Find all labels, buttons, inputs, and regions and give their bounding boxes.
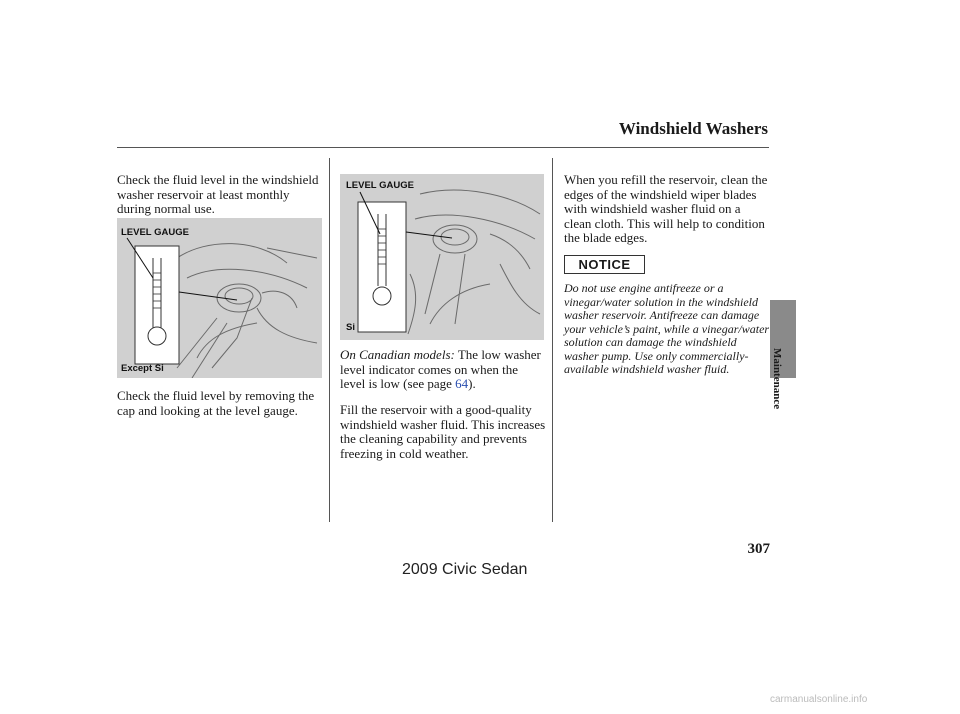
photo-caption-except-si: Except Si — [121, 363, 164, 374]
low-washer-text-end: ). — [468, 376, 476, 391]
watermark: carmanualsonline.info — [770, 694, 868, 705]
page-reference-link[interactable]: 64 — [455, 376, 469, 391]
photo-except-si — [117, 218, 322, 378]
column-divider-2 — [552, 158, 553, 522]
footer-model: 2009 Civic Sedan — [402, 561, 528, 578]
maintenance-label: Maintenance — [771, 348, 783, 410]
page-title: Windshield Washers — [618, 119, 768, 138]
canadian-models-label: On Canadian models: — [340, 347, 455, 362]
photo-label-level-gauge: LEVEL GAUGE — [121, 227, 189, 238]
section-tab-label — [767, 348, 787, 428]
middle-para-1 — [340, 348, 546, 392]
page-number: 307 — [747, 541, 770, 557]
middle-para-2: Fill the reservoir with a good-quality windshield washer fluid. This increases the cleaning capability and prevents freezing in cold weather. — [340, 402, 546, 461]
notice-badge: NOTICE — [564, 255, 645, 274]
column-divider-1 — [329, 158, 330, 522]
low-washer-text: The low washer level indicator comes on when the level is low (see page — [340, 347, 541, 391]
photo-caption-si: Si — [346, 322, 355, 333]
left-para-1: Check the fluid level in the windshield washer reservoir at least monthly during normal use. — [117, 172, 319, 216]
right-para-1: When you refill the reservoir, clean the edges of the windshield wiper blades with windshield washer fluid on a clean cloth. This will help to condition the blade edges. — [564, 172, 768, 245]
header-rule — [117, 147, 769, 148]
reservoir-illustration — [117, 218, 322, 378]
notice-text: Do not use engine antifreeze or a vinegar/water solution in the windshield washer reservoir. Antifreeze can damage your vehicle’s paint, while a vinegar/water solution can damage the windshield washer pump. Use only commercially-available windshield washer fluid. — [564, 281, 770, 376]
photo-label-level-gauge-si: LEVEL GAUGE — [346, 180, 414, 191]
reservoir-illustration-si — [340, 174, 544, 340]
photo-si — [340, 174, 544, 340]
left-para-2: Check the fluid level by removing the cap and looking at the level gauge. — [117, 388, 315, 418]
